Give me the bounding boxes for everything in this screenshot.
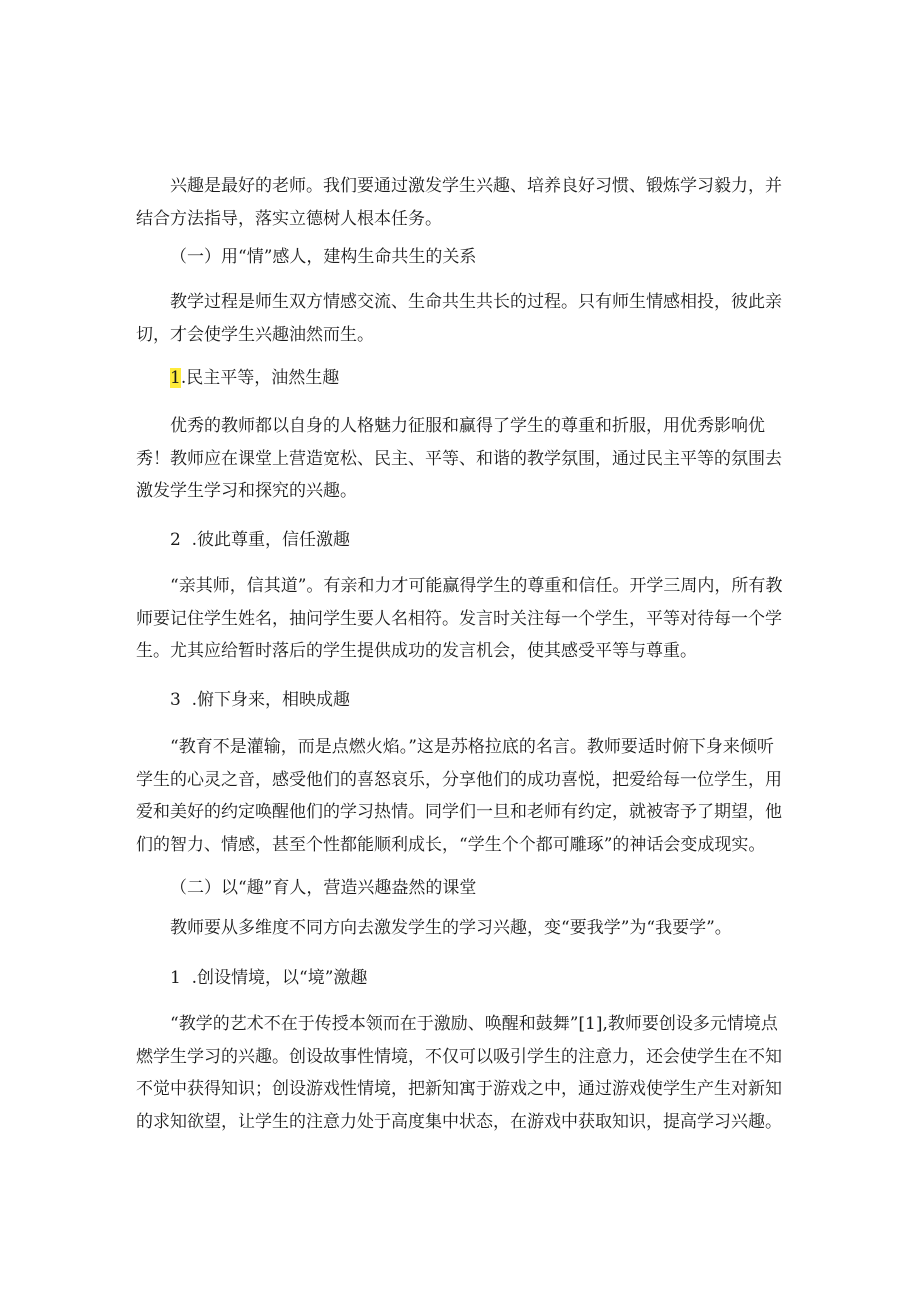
- heading-item-1-text: .民主平等，油然生趣: [180, 368, 340, 388]
- heading-item-4: 1 .创设情境，以“境”激趣: [170, 968, 368, 988]
- heading-item-1: [170, 362, 820, 395]
- highlight-marker: 1: [170, 368, 181, 388]
- paragraph-item-1: 优秀的教师都以自身的人格魅力征服和赢得了学生的尊重和折服，用优秀影响优秀！教师应在课堂上营造宽松、民主、平等、和谐的教学氛围，通过民主平等的氛围去激发学生学习和探究的兴趣。: [136, 416, 782, 502]
- heading-section-1: （一）用“情”感人，建构生命共生的关系: [170, 247, 477, 267]
- heading-item-3: 3 .俯下身来，相映成趣: [170, 690, 351, 710]
- heading-item-2: 2 .彼此尊重，信任激趣: [170, 530, 351, 550]
- paragraph-section-1: 教学过程是师生双方情感交流、生命共生共长的过程。只有师生情感相投，彼此亲切，才会使学生兴趣油然而生。: [136, 292, 782, 345]
- paragraph-item-3: “教育不是灌输，而是点燃火焰。”这是苏格拉底的名言。教师要适时俯下身来倾听学生的心灵之音，感受他们的喜怒哀乐，分享他们的成功喜悦，把爱给每一位学生，用爱和美好的约定唤醒他们的学习热情。同学们一旦和老师有约定，就被寄予了期望，他们的智力、情感，甚至个性都能顺利成长，“学生个个都可雕琢”的神话会变成现实。: [136, 737, 782, 855]
- paragraph-item-2: “亲其师，信其道”。有亲和力才可能赢得学生的尊重和信任。开学三周内，所有教师要记住学生姓名，抽问学生要人名相符。发言时关注每一个学生，平等对待每一个学生。尤其应给暂时落后的学生提供成功的发言机会，使其感受平等与尊重。: [136, 576, 783, 662]
- heading-section-2: （二）以“趣”育人，营造兴趣盎然的课堂: [170, 878, 477, 898]
- paragraph-item-4: “教学的艺术不在于传授本领而在于激励、唤醒和鼓舞”[1],教师要创设多元情境点燃学生学习的兴趣。创设故事性情境，不仅可以吸引学生的注意力，还会使学生在不知不觉中获得知识；创设游戏性情境，把新知寓于游戏之中，通过游戏使学生产生对新知的求知欲望，让学生的注意力处于高度集中状态，在游戏中获取知识，提高学习兴趣。: [136, 1014, 782, 1132]
- paragraph-intro: 兴趣是最好的老师。我们要通过激发学生兴趣、培养良好习惯、锻炼学习毅力，并结合方法指导，落实立德树人根本任务。: [136, 176, 782, 229]
- paragraph-section-2: 教师要从多维度不同方向去激发学生的学习兴趣，变“要我学”为“我要学”。: [170, 918, 732, 938]
